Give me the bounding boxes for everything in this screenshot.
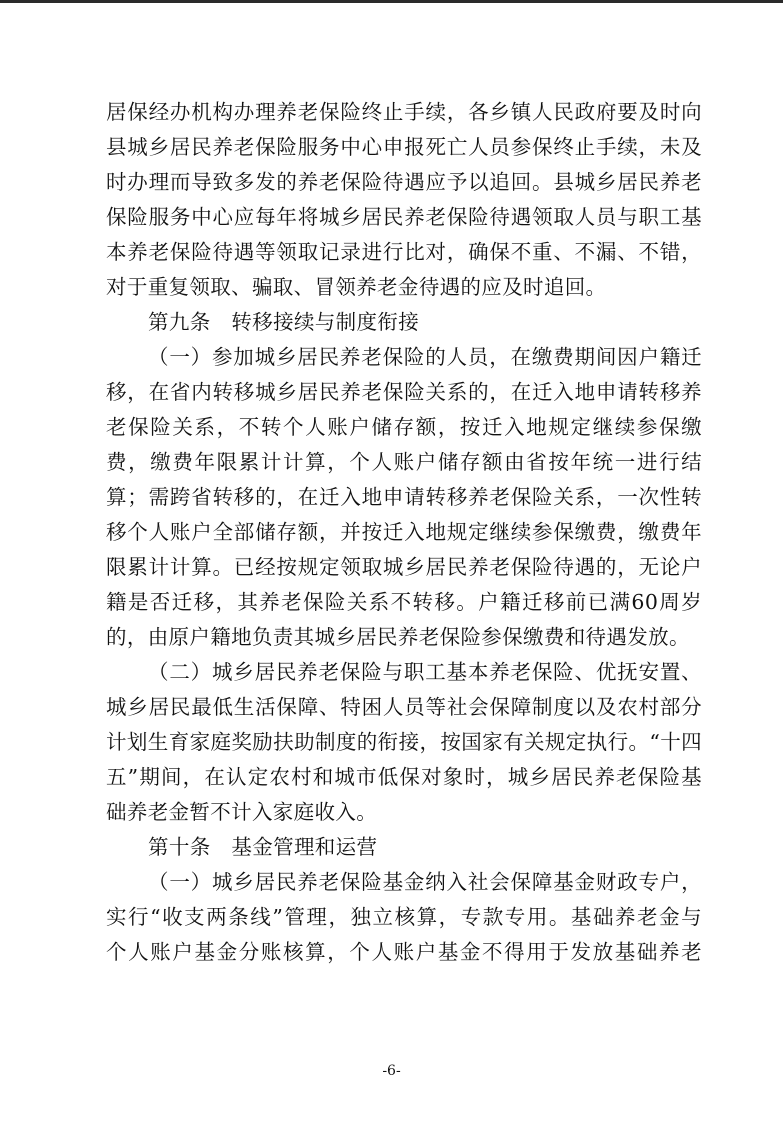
text-line: 县城乡居民养老保险服务中心申报死亡人员参保终止手续，未及 — [106, 135, 702, 159]
section-heading: 第九条 转移接续与制度衔接 — [148, 310, 420, 334]
text-line: 对于重复领取、骗取、冒领养老金待遇的应及时追回。 — [106, 275, 607, 299]
text-line: 实行“收支两条线”管理，独立核算，专款专用。基础养老金与 — [106, 905, 702, 929]
text-line: 五”期间，在认定农村和城市低保对象时，城乡居民养老保险基 — [106, 765, 702, 789]
text-line: 费，缴费年限累计计算，个人账户储存额由省按年统一进行结 — [106, 450, 702, 474]
section-heading: 第十条 基金管理和运营 — [148, 835, 378, 859]
text-line: 移，在省内转移城乡居民养老保险关系的，在迁入地申请转移养 — [106, 380, 702, 404]
document-body — [106, 95, 702, 970]
text-line: （一）参加城乡居民养老保险的人员，在缴费期间因户籍迁 — [148, 345, 702, 369]
text-line: 个人账户基金分账核算，个人账户基金不得用于发放基础养老 — [106, 940, 702, 964]
text-line: 础养老金暂不计入家庭收入。 — [106, 800, 378, 824]
text-line: 移个人账户全部储存额，并按迁入地规定继续参保缴费，缴费年 — [106, 520, 702, 544]
text-line: 限累计计算。已经按规定领取城乡居民养老保险待遇的，无论户 — [106, 555, 702, 579]
text-line: 时办理而导致多发的养老保险待遇应予以追回。县城乡居民养老 — [106, 170, 702, 194]
text-line: 计划生育家庭奖励扶助制度的衔接，按国家有关规定执行。“十四 — [106, 730, 702, 754]
text-line: 的，由原户籍地负责其城乡居民养老保险参保缴费和待遇发放。 — [106, 625, 690, 649]
text-line: 保险服务中心应每年将城乡居民养老保险待遇领取人员与职工基 — [106, 205, 702, 229]
page-number: -6- — [382, 1063, 401, 1079]
text-line: 居保经办机构办理养老保险终止手续，各乡镇人民政府要及时向 — [106, 100, 702, 124]
top-border-line — [0, 0, 783, 3]
text-line: （一）城乡居民养老保险基金纳入社会保障基金财政专户， — [148, 870, 702, 894]
text-line: 老保险关系，不转个人账户储存额，按迁入地规定继续参保缴 — [106, 415, 702, 439]
text-line: 算；需跨省转移的，在迁入地申请转移养老保险关系，一次性转 — [106, 485, 702, 509]
text-line: 城乡居民最低生活保障、特困人员等社会保障制度以及农村部分 — [106, 695, 702, 719]
text-line: 籍是否迁移，其养老保险关系不转移。户籍迁移前已满60周岁 — [106, 590, 702, 614]
text-line: 本养老保险待遇等领取记录进行比对，确保不重、不漏、不错， — [106, 240, 702, 264]
text-line: （二）城乡居民养老保险与职工基本养老保险、优抚安置、 — [148, 660, 702, 684]
